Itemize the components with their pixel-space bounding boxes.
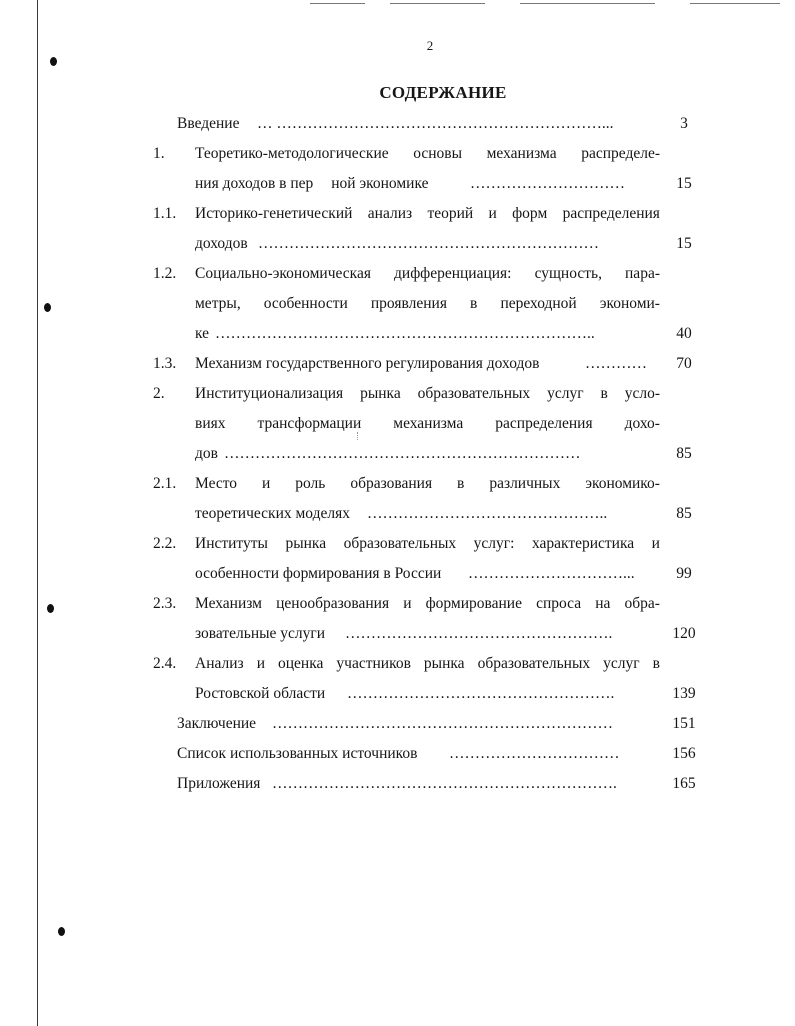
toc-entry-intro xyxy=(150,110,710,138)
toc-page-number: 15 xyxy=(676,175,692,192)
toc-entry-label: Приложения xyxy=(177,775,261,792)
toc-word: Социально-экономическая xyxy=(195,265,371,282)
toc-word: экономико- xyxy=(585,475,660,492)
toc-word: трансформации xyxy=(257,415,362,432)
toc-word: и xyxy=(403,595,412,612)
toc-word: распределе- xyxy=(581,145,660,162)
top-rule-4 xyxy=(690,3,780,4)
toc-word: оценка xyxy=(278,655,324,672)
toc-leader-dots: …………………………… xyxy=(449,745,620,762)
toc-word: образовательных xyxy=(343,535,457,552)
punch-hole-mark xyxy=(58,927,65,936)
toc-entry-text: дов xyxy=(195,445,218,462)
toc-word: механизма xyxy=(393,415,464,432)
toc-entry-label: Введение xyxy=(177,115,240,132)
toc-word: формирование xyxy=(425,595,522,612)
toc-leader-dots: ………………………… xyxy=(470,175,625,192)
toc-word: рынка xyxy=(285,535,327,552)
toc-entry-1-2-cont xyxy=(150,290,710,318)
toc-section-number: 1. xyxy=(153,145,165,162)
toc-entry-2-cont xyxy=(150,410,710,438)
toc-word: и xyxy=(651,535,660,552)
toc-section-number: 2.1. xyxy=(153,475,177,492)
toc-entry-text: ке xyxy=(195,325,210,342)
toc-entry-1-1 xyxy=(150,200,710,228)
toc-page-number: 15 xyxy=(676,235,692,252)
toc-word: метры, xyxy=(195,295,241,312)
toc-word: услуг xyxy=(547,385,584,402)
toc-word: характеристика xyxy=(531,535,635,552)
toc-entry-1 xyxy=(150,140,710,168)
toc-entry-2-2 xyxy=(150,530,710,558)
toc-word: Механизм xyxy=(195,595,262,612)
toc-word: Анализ xyxy=(195,655,244,672)
toc-word: Историко-генетический xyxy=(195,205,353,222)
toc-word: анализ xyxy=(367,205,413,222)
toc-word: форм xyxy=(512,205,548,222)
toc-leader-dots: … ………………………………………………………... xyxy=(257,115,614,132)
toc-page-number: 3 xyxy=(680,115,688,132)
toc-word: в xyxy=(457,475,465,492)
toc-entry-text: зовательные услуги xyxy=(195,625,326,642)
toc-word: образовательных xyxy=(417,385,531,402)
toc-entry-2-1 xyxy=(150,470,710,498)
toc-page-number: 139 xyxy=(672,685,696,702)
toc-word: распределения xyxy=(495,415,593,432)
punch-hole-mark xyxy=(44,303,51,312)
top-rule-2 xyxy=(390,3,485,4)
toc-entry-references xyxy=(150,740,710,768)
toc-entry-appendices xyxy=(150,770,710,798)
toc-word: переходной xyxy=(500,295,577,312)
toc-leader-dots: ……………………………………….. xyxy=(367,505,608,522)
toc-entry-label: Заключение xyxy=(177,715,257,732)
top-rule-3 xyxy=(520,3,655,4)
toc-word: услуг xyxy=(603,655,640,672)
toc-entry-label: Список использованных источников xyxy=(177,745,418,762)
toc-word: рынка xyxy=(360,385,401,402)
top-rule-1 xyxy=(310,3,365,4)
toc-section-number: 2.4. xyxy=(153,655,177,672)
toc-word: в xyxy=(470,295,478,312)
toc-word: Институционализация xyxy=(195,385,344,402)
toc-section-number: 1.2. xyxy=(153,265,177,282)
toc-word: особенности xyxy=(263,295,348,312)
toc-entry-2-2-cont xyxy=(150,560,710,588)
toc-section-number: 2.2. xyxy=(153,535,177,552)
toc-leader-dots: ……………………………………………. xyxy=(347,685,615,702)
toc-word: и xyxy=(262,475,271,492)
toc-word: распределения xyxy=(562,205,660,222)
toc-entry-2-4-cont xyxy=(150,680,710,708)
toc-entry-text: Ростовской области xyxy=(195,685,326,702)
toc-word: различных xyxy=(489,475,561,492)
toc-entry-2-cont xyxy=(150,440,710,468)
page-title: СОДЕРЖАНИЕ xyxy=(379,83,507,102)
toc-word: проявления xyxy=(370,295,447,312)
toc-entry-conclusion xyxy=(150,710,710,738)
toc-word: спроса xyxy=(536,595,582,612)
toc-word: и xyxy=(488,205,497,222)
toc-entry-text: доходов xyxy=(195,235,248,252)
toc-page-number: 151 xyxy=(672,715,696,732)
toc-word: Место xyxy=(195,475,238,492)
toc-page-number: 120 xyxy=(672,625,696,642)
toc-leader-dots: ………………………………………………………… xyxy=(258,235,599,252)
toc-entry-text: ной экономике xyxy=(331,175,429,192)
toc-entry-2-1-cont xyxy=(150,500,710,528)
toc-leader-dots: ……………………………………………. xyxy=(345,625,613,642)
punch-hole-mark xyxy=(47,604,54,613)
toc-entry-text: особенности формирования в России xyxy=(195,565,442,582)
toc-word: на xyxy=(595,595,611,612)
toc-word: дохо- xyxy=(624,415,660,432)
toc-word: участников xyxy=(336,655,411,672)
toc-entry-1-1-cont xyxy=(150,230,710,258)
toc-section-number: 2.3. xyxy=(153,595,177,612)
toc-leader-dots: …………………………... xyxy=(468,565,635,582)
toc-word: сущность, xyxy=(534,265,602,282)
toc-word: основы xyxy=(413,145,463,162)
toc-leader-dots: ……………………………………………………………….. xyxy=(215,325,595,342)
toc-word: ценообразования xyxy=(276,595,390,612)
toc-page-number: 165 xyxy=(672,775,696,792)
toc-section-number: 1.1. xyxy=(153,205,177,222)
toc-word: обра- xyxy=(624,595,660,612)
toc-word: виях xyxy=(195,415,226,432)
toc-entry-2 xyxy=(150,380,710,408)
toc-leader-dots: ………… xyxy=(585,355,647,372)
toc-word: в xyxy=(652,655,660,672)
toc-entry-2-4 xyxy=(150,650,710,678)
toc-page-number: 85 xyxy=(676,505,692,522)
toc-leader-dots: ………………………………………………………… xyxy=(272,715,613,732)
toc-entry-1-3 xyxy=(150,350,710,378)
toc-page-number: 40 xyxy=(676,325,692,342)
toc-word: дифференциация: xyxy=(394,265,512,282)
toc-word: и xyxy=(256,655,265,672)
scan-left-edge xyxy=(37,0,38,1026)
punch-hole-mark xyxy=(50,57,57,66)
toc-word: услуг: xyxy=(473,535,515,552)
toc-leader-dots: …………………………………………………………. xyxy=(272,775,617,792)
toc-page-number: 85 xyxy=(676,445,692,462)
toc-word: Теоретико-методологические xyxy=(195,145,389,162)
toc-entry-2-3 xyxy=(150,590,710,618)
toc-word: роль xyxy=(295,475,326,492)
toc-leader-dots: …………………………………………………………… xyxy=(224,445,581,462)
toc-word: пара- xyxy=(625,265,660,282)
toc-word: рынка xyxy=(423,655,465,672)
toc-entry-text: теоретических моделях xyxy=(195,505,350,522)
toc-section-number: 1.3. xyxy=(153,355,177,372)
toc-entry-2-3-cont xyxy=(150,620,710,648)
toc-entry-text: ния доходов в пер xyxy=(195,175,314,192)
toc-word: экономи- xyxy=(599,295,660,312)
page-number: 2 xyxy=(426,38,434,53)
toc-word: образования xyxy=(350,475,433,492)
toc-word: механизма xyxy=(486,145,557,162)
toc-page-number: 156 xyxy=(672,745,696,762)
toc-entry-text: Механизм государственного регулирования доходов xyxy=(195,355,540,372)
toc-entry-1-cont xyxy=(150,170,710,198)
toc-word: усло- xyxy=(624,385,660,402)
toc-page-number: 70 xyxy=(676,355,692,372)
toc-word: образовательных xyxy=(477,655,591,672)
toc-word: теорий xyxy=(427,205,474,222)
toc-word: Институты xyxy=(195,535,268,552)
toc-entry-1-2 xyxy=(150,260,710,288)
toc-word: в xyxy=(600,385,608,402)
toc-entry-1-2-cont xyxy=(150,320,710,348)
toc-page-number: 99 xyxy=(676,565,692,582)
toc-section-number: 2. xyxy=(153,385,165,402)
